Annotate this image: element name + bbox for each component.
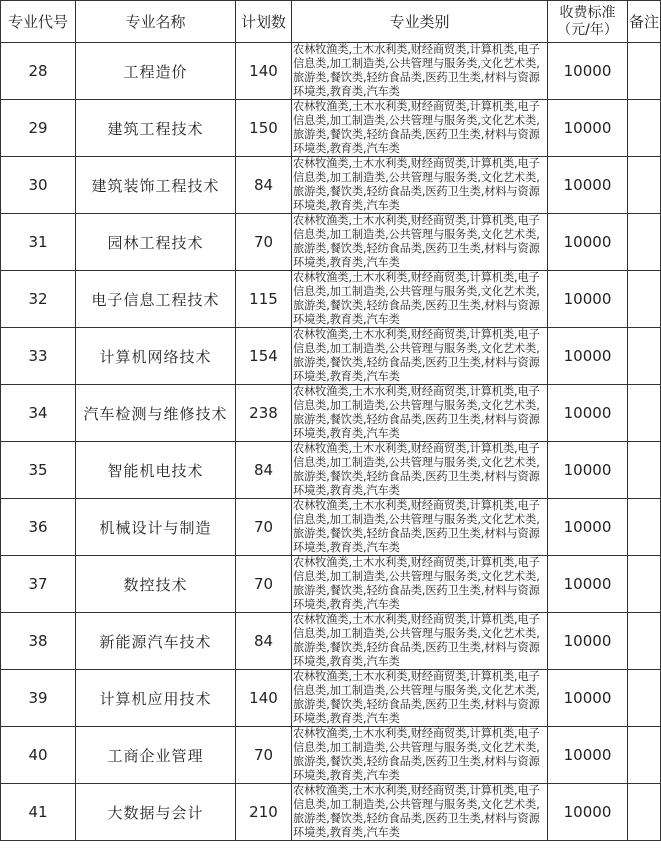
cell-fee: 10000: [548, 556, 628, 613]
header-fee: [548, 1, 628, 43]
cell-note: [628, 271, 661, 328]
cell-name: 园林工程技术: [76, 214, 236, 271]
cell-plan: 84: [236, 157, 292, 214]
cell-category: 农林牧渔类,土木水利类,财经商贸类,计算机类,电子信息类,加工制造类,公共管理与服务类,文化艺术类,旅游类,餐饮类,轻纺食品类,医药卫生类,材料与资源环境类,教育类,汽车类: [292, 328, 548, 385]
table-row: [1, 499, 661, 556]
table-header-row: [1, 1, 661, 43]
cell-plan: 70: [236, 727, 292, 784]
cell-plan: 115: [236, 271, 292, 328]
table-row: [1, 784, 661, 841]
cell-plan: 154: [236, 328, 292, 385]
cell-fee: 10000: [548, 328, 628, 385]
cell-code: 38: [1, 613, 76, 670]
table-row: [1, 727, 661, 784]
cell-category: 农林牧渔类,土木水利类,财经商贸类,计算机类,电子信息类,加工制造类,公共管理与服务类,文化艺术类,旅游类,餐饮类,轻纺食品类,医药卫生类,材料与资源环境类,教育类,汽车类: [292, 442, 548, 499]
table-row: [1, 271, 661, 328]
cell-name: 建筑工程技术: [76, 100, 236, 157]
cell-note: [628, 100, 661, 157]
cell-fee: 10000: [548, 670, 628, 727]
cell-code: 40: [1, 727, 76, 784]
cell-plan: 210: [236, 784, 292, 841]
header-code: 专业代号: [1, 1, 76, 43]
cell-note: [628, 499, 661, 556]
cell-fee: 10000: [548, 613, 628, 670]
cell-note: [628, 328, 661, 385]
table-row: [1, 556, 661, 613]
cell-plan: 150: [236, 100, 292, 157]
cell-code: 37: [1, 556, 76, 613]
header-note: 备注: [628, 1, 661, 43]
cell-fee: 10000: [548, 784, 628, 841]
cell-category: 农林牧渔类,土木水利类,财经商贸类,计算机类,电子信息类,加工制造类,公共管理与服务类,文化艺术类,旅游类,餐饮类,轻纺食品类,医药卫生类,材料与资源环境类,教育类,汽车类: [292, 157, 548, 214]
cell-code: 31: [1, 214, 76, 271]
cell-fee: 10000: [548, 214, 628, 271]
cell-plan: 140: [236, 670, 292, 727]
cell-note: [628, 43, 661, 100]
cell-category: 农林牧渔类,土木水利类,财经商贸类,计算机类,电子信息类,加工制造类,公共管理与服务类,文化艺术类,旅游类,餐饮类,轻纺食品类,医药卫生类,材料与资源环境类,教育类,汽车类: [292, 784, 548, 841]
cell-category: 农林牧渔类,土木水利类,财经商贸类,计算机类,电子信息类,加工制造类,公共管理与服务类,文化艺术类,旅游类,餐饮类,轻纺食品类,医药卫生类,材料与资源环境类,教育类,汽车类: [292, 613, 548, 670]
cell-note: [628, 442, 661, 499]
cell-name: 工程造价: [76, 43, 236, 100]
cell-name: 新能源汽车技术: [76, 613, 236, 670]
cell-category: 农林牧渔类,土木水利类,财经商贸类,计算机类,电子信息类,加工制造类,公共管理与服务类,文化艺术类,旅游类,餐饮类,轻纺食品类,医药卫生类,材料与资源环境类,教育类,汽车类: [292, 100, 548, 157]
cell-category: 农林牧渔类,土木水利类,财经商贸类,计算机类,电子信息类,加工制造类,公共管理与服务类,文化艺术类,旅游类,餐饮类,轻纺食品类,医药卫生类,材料与资源环境类,教育类,汽车类: [292, 271, 548, 328]
cell-name: 建筑装饰工程技术: [76, 157, 236, 214]
table-row: [1, 670, 661, 727]
cell-plan: 84: [236, 613, 292, 670]
cell-code: 41: [1, 784, 76, 841]
cell-note: [628, 670, 661, 727]
cell-fee: 10000: [548, 271, 628, 328]
cell-code: 33: [1, 328, 76, 385]
cell-note: [628, 157, 661, 214]
table-row: [1, 157, 661, 214]
cell-fee: 10000: [548, 727, 628, 784]
header-category: 专业类别: [292, 1, 548, 43]
cell-code: 32: [1, 271, 76, 328]
cell-name: 计算机网络技术: [76, 328, 236, 385]
cell-plan: 70: [236, 214, 292, 271]
cell-note: [628, 556, 661, 613]
table-row: [1, 328, 661, 385]
cell-name: 汽车检测与维修技术: [76, 385, 236, 442]
table-body: [1, 43, 661, 841]
cell-code: 30: [1, 157, 76, 214]
cell-plan: 140: [236, 43, 292, 100]
cell-code: 28: [1, 43, 76, 100]
cell-name: 数控技术: [76, 556, 236, 613]
cell-note: [628, 613, 661, 670]
table-row: [1, 214, 661, 271]
header-fee-line1: 收费标准: [559, 4, 616, 21]
header-name: 专业名称: [76, 1, 236, 43]
cell-code: 34: [1, 385, 76, 442]
table-row: [1, 385, 661, 442]
cell-note: [628, 784, 661, 841]
cell-note: [628, 214, 661, 271]
cell-fee: 10000: [548, 100, 628, 157]
cell-category: 农林牧渔类,土木水利类,财经商贸类,计算机类,电子信息类,加工制造类,公共管理与服务类,文化艺术类,旅游类,餐饮类,轻纺食品类,医药卫生类,材料与资源环境类,教育类,汽车类: [292, 499, 548, 556]
cell-category: 农林牧渔类,土木水利类,财经商贸类,计算机类,电子信息类,加工制造类,公共管理与服务类,文化艺术类,旅游类,餐饮类,轻纺食品类,医药卫生类,材料与资源环境类,教育类,汽车类: [292, 727, 548, 784]
cell-fee: 10000: [548, 43, 628, 100]
cell-category: 农林牧渔类,土木水利类,财经商贸类,计算机类,电子信息类,加工制造类,公共管理与服务类,文化艺术类,旅游类,餐饮类,轻纺食品类,医药卫生类,材料与资源环境类,教育类,汽车类: [292, 556, 548, 613]
cell-name: 机械设计与制造: [76, 499, 236, 556]
cell-plan: 70: [236, 556, 292, 613]
table-row: [1, 442, 661, 499]
table-row: [1, 613, 661, 670]
cell-name: 计算机应用技术: [76, 670, 236, 727]
cell-name: 工商企业管理: [76, 727, 236, 784]
cell-category: 农林牧渔类,土木水利类,财经商贸类,计算机类,电子信息类,加工制造类,公共管理与服务类,文化艺术类,旅游类,餐饮类,轻纺食品类,医药卫生类,材料与资源环境类,教育类,汽车类: [292, 385, 548, 442]
cell-note: [628, 727, 661, 784]
cell-code: 36: [1, 499, 76, 556]
cell-fee: 10000: [548, 157, 628, 214]
cell-plan: 70: [236, 499, 292, 556]
cell-name: 电子信息工程技术: [76, 271, 236, 328]
cell-fee: 10000: [548, 385, 628, 442]
header-fee-line2: （元/年）: [557, 21, 618, 38]
cell-fee: 10000: [548, 499, 628, 556]
cell-category: 农林牧渔类,土木水利类,财经商贸类,计算机类,电子信息类,加工制造类,公共管理与服务类,文化艺术类,旅游类,餐饮类,轻纺食品类,医药卫生类,材料与资源环境类,教育类,汽车类: [292, 214, 548, 271]
cell-category: 农林牧渔类,土木水利类,财经商贸类,计算机类,电子信息类,加工制造类,公共管理与服务类,文化艺术类,旅游类,餐饮类,轻纺食品类,医药卫生类,材料与资源环境类,教育类,汽车类: [292, 670, 548, 727]
header-plan: 计划数: [236, 1, 292, 43]
cell-code: 35: [1, 442, 76, 499]
table-row: [1, 43, 661, 100]
cell-category: 农林牧渔类,土木水利类,财经商贸类,计算机类,电子信息类,加工制造类,公共管理与服务类,文化艺术类,旅游类,餐饮类,轻纺食品类,医药卫生类,材料与资源环境类,教育类,汽车类: [292, 43, 548, 100]
cell-name: 大数据与会计: [76, 784, 236, 841]
table-row: [1, 100, 661, 157]
cell-fee: 10000: [548, 442, 628, 499]
cell-plan: 84: [236, 442, 292, 499]
cell-code: 29: [1, 100, 76, 157]
cell-code: 39: [1, 670, 76, 727]
cell-name: 智能机电技术: [76, 442, 236, 499]
cell-note: [628, 385, 661, 442]
cell-plan: 238: [236, 385, 292, 442]
